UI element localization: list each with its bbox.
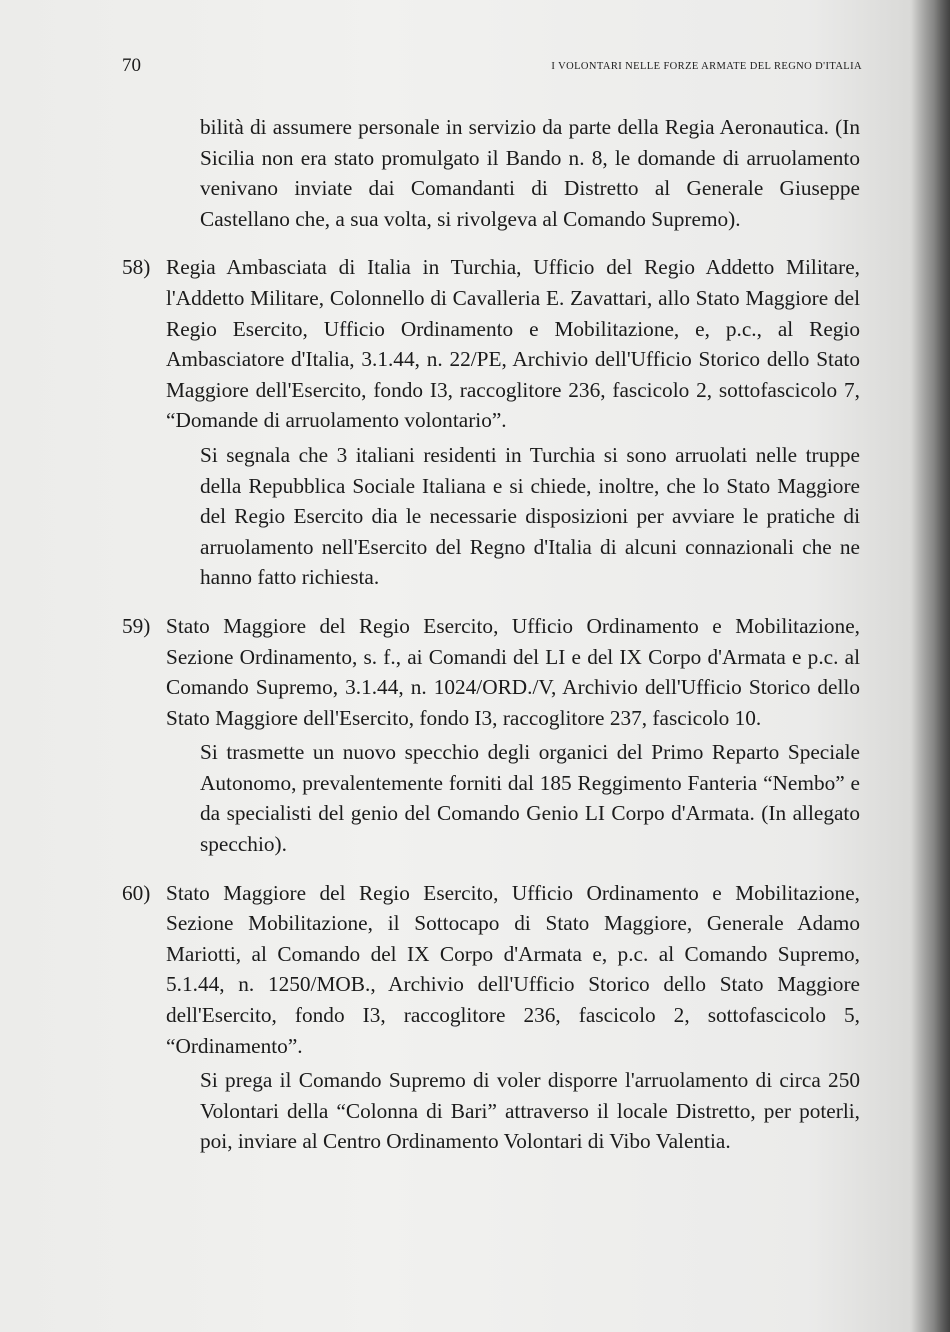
entry-59 (122, 611, 860, 860)
entry-summary: Si trasmette un nuovo specchio degli organici del Primo Reparto Speciale Autonomo, prevalentemente forniti dal 185 Reggimento Fanteria “Nembo” e da specialisti del genio del Comando Genio LI Corpo d'Armata. (In allegato specchio). (200, 740, 860, 857)
entry-citation: Stato Maggiore del Regio Esercito, Ufficio Ordinamento e Mobilitazione, Sezione Mobilitazione, il Sottocapo di Stato Maggiore, Generale Adamo Mariotti, al Comando del IX Corpo d'Armata e, p.c. al Comando Supremo, 5.1.44, n. 1250/MOB., Archivio dell'Ufficio Storico dello Stato Maggiore dell'Esercito, fondo I3, raccoglitore 236, fascicolo 2, sottofascicolo 5, “Ordinamento”. (166, 880, 860, 1058)
entry-number: 59) (122, 613, 151, 638)
page-header (122, 55, 862, 81)
page-number: 70 (122, 55, 141, 76)
entry-summary: Si prega il Comando Supremo di voler disporre l'arruolamento di circa 250 Volontari della “Colonna di Bari” attraverso il locale Distretto, per poterli, poi, inviare al Centro Ordinamento Volontari di Vibo Valentia. (200, 1068, 860, 1154)
page-edge-shadow (910, 0, 950, 1332)
entry-60 (122, 878, 860, 1157)
entry-number: 58) (122, 255, 151, 280)
entry-number: 60) (122, 880, 151, 905)
entry-summary: Si segnala che 3 italiani residenti in Turchia si sono arruolati nelle truppe della Repubblica Sociale Italiana e si chiede, inoltre, che lo Stato Maggiore del Regio Esercito dia le necessarie disposizioni per avviare le pratiche di arruolamento nell'Esercito del Regno d'Italia di alcuni connazionali che ne hanno fatto richiesta. (200, 442, 860, 590)
entry-citation: Regia Ambasciata di Italia in Turchia, Ufficio del Regio Addetto Militare, l'Addetto Militare, Colonnello di Cavalleria E. Zavattari, allo Stato Maggiore del Regio Esercito, Ufficio Ordinamento e Mobilitazione, e, p.c., al Regio Ambasciatore d'Italia, 3.1.44, n. 22/PE, Archivio dell'Ufficio Storico dello Stato Maggiore dell'Esercito, fondo I3, raccoglitore 236, fascicolo 2, sottofascicolo 7, “Domande di arruolamento volontario”. (166, 255, 860, 433)
entry-58 (122, 252, 860, 593)
page-body (122, 112, 860, 1157)
running-title: I VOLONTARI NELLE FORZE ARMATE DEL REGNO D'ITALIA (551, 61, 862, 72)
entry-citation: Stato Maggiore del Regio Esercito, Ufficio Ordinamento e Mobilitazione, Sezione Ordinamento, s. f., ai Comandi del LI e del IX Corpo d'Armata e p.c. al Comando Supremo, 3.1.44, n. 1024/ORD./V, Archivio dell'Ufficio Storico dello Stato Maggiore dell'Esercito, fondo I3, raccoglitore 237, fascicolo 10. (166, 613, 860, 730)
continued-paragraph: bilità di assumere personale in servizio da parte della Regia Aeronautica. (In Sicilia non era stato promulgato il Bando n. 8, le domande di arruolamento venivano inviate dai Comandanti di Distretto al Generale Giuseppe Castellano che, a sua volta, si rivolgeva al Comando Supremo). (200, 115, 860, 231)
